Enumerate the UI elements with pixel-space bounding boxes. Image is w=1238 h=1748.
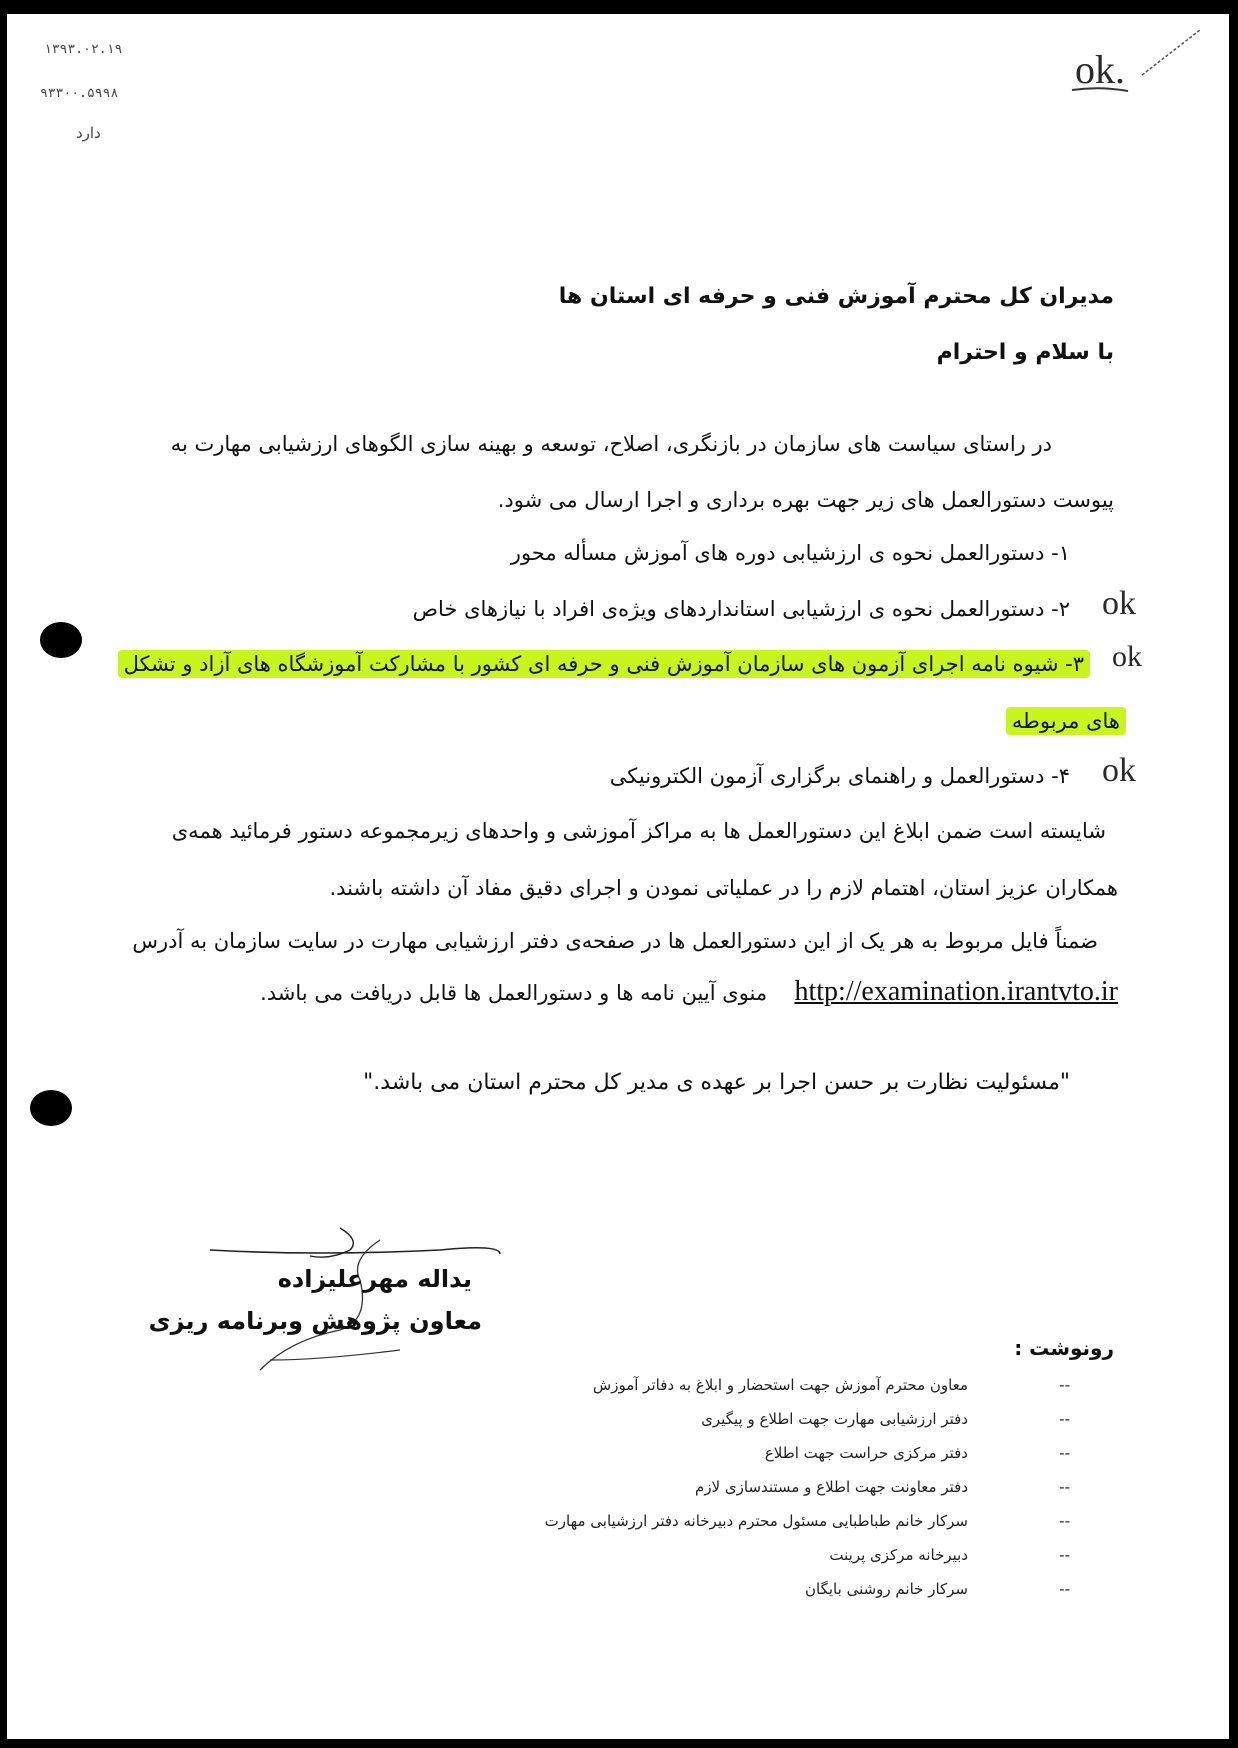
intro-line-2: پیوست دستورالعمل های زیر جهت بهره برداری و اجرا ارسال می شود. [497, 488, 1114, 512]
item-3-highlight: ۳- شیوه نامه اجرای آزمون های سازمان آموزش فنی و حرفه ای کشور با مشارکت آموزشگاه های آزاد و تشکل [118, 650, 1090, 678]
para3-line-1: ضمناً فایل مربوط به هر یک از این دستورالعمل ها در صفحه‌ی دفتر ارزشیابی مهارت در سایت سازمان به آدرس [132, 929, 1098, 953]
para2-line-1: شایسته است ضمن ابلاغ این دستورالعمل ها به مراکز آموزشی و واحدهای زیرمجموعه دستور فرمائید همه‌ی [171, 819, 1106, 843]
responsibility-quote: "مسئولیت نظارت بر حسن اجرا بر عهده ی مدیر کل محترم استان می باشد." [363, 1070, 1070, 1095]
cc-item: دبیرخانه مرکزی پرینت [829, 1546, 968, 1564]
intro-line-1: در راستای سیاست های سازمان در بازنگری، اصلاح، توسعه و بهینه سازی الگوهای ارزشیابی مهارت به [170, 432, 1052, 456]
punch-hole-top [40, 622, 82, 658]
cc-dash: -- [1059, 1376, 1070, 1394]
scan-edge-left [0, 0, 7, 1748]
item-2: ۲- دستورالعمل نحوه ی ارزشیابی استانداردهای ویژه‌ی افراد با نیازهای خاص [412, 597, 1070, 621]
handwritten-ok-item-3: ok [1112, 640, 1142, 673]
item-3 [118, 652, 1090, 676]
ok-underline [1070, 84, 1130, 94]
cc-dash: -- [1059, 1410, 1070, 1428]
pen-stroke-mark [1140, 20, 1210, 80]
cc-dash: -- [1059, 1512, 1070, 1530]
item-4: ۴- دستورالعمل و راهنمای برگزاری آزمون الکترونیکی [609, 764, 1070, 788]
cc-item: دفتر معاونت جهت اطلاع و مستندسازی لازم [695, 1478, 968, 1496]
handwritten-ok-item-2: ok [1102, 585, 1136, 622]
cc-dash: -- [1059, 1580, 1070, 1598]
para3-line-2-text: منوی آیین نامه ها و دستورالعمل ها قابل دریافت می باشد. [260, 981, 768, 1005]
item-3-continued [1006, 709, 1126, 733]
cc-dash: -- [1059, 1444, 1070, 1462]
signatory-name: یداله مهرعلیزاده [277, 1265, 472, 1293]
para2-line-2: همکاران عزیز استان، اهتمام لازم را در عملیاتی نمودن و اجرای دقیق مفاد آن داشته باشند. [329, 876, 1118, 900]
cc-dash: -- [1059, 1478, 1070, 1496]
cc-item: سرکار خانم روشنی بایگان [805, 1580, 968, 1598]
letter-number: ۹۳۳۰۰.۵۹۹۸ [40, 86, 119, 101]
attachment-label: دارد [76, 124, 101, 142]
addressee: مدیران کل محترم آموزش فنی و حرفه ای استان ها [558, 284, 1114, 309]
scan-edge-right [1229, 0, 1238, 1748]
punch-hole-bottom [30, 1090, 72, 1126]
scan-edge-top [0, 0, 1238, 14]
letter-date: ۱۳۹۳.۰۲.۱۹ [44, 42, 123, 57]
handwritten-signature [200, 1220, 520, 1380]
scan-edge-bottom [0, 1739, 1238, 1748]
signatory-title: معاون پژوهش وبرنامه ریزی [148, 1307, 482, 1335]
copies-label: رونوشت : [1014, 1336, 1114, 1360]
cc-item: سرکار خانم طباطبایی مسئول محترم دبیرخانه دفتر ارزشیابی مهارت [544, 1512, 968, 1530]
greeting: با سلام و احترام [936, 340, 1114, 365]
handwritten-ok-top: ok. [1075, 47, 1125, 92]
item-1: ۱- دستورالعمل نحوه ی ارزشیابی دوره های آموزش مسأله محور [510, 541, 1070, 565]
site-url-link[interactable]: http://examination.irantvto.ir [794, 976, 1118, 1007]
cc-item: دفتر مرکزی حراست جهت اطلاع [764, 1444, 968, 1462]
para3-line-2 [260, 976, 1118, 1008]
cc-item: دفتر ارزشیابی مهارت جهت اطلاع و پیگیری [701, 1410, 968, 1428]
cc-item: معاون محترم آموزش جهت استحضار و ابلاغ به دفاتر آموزش [592, 1376, 968, 1394]
item-3-continued-highlight: های مربوطه [1006, 707, 1126, 735]
handwritten-ok-item-4: ok [1102, 752, 1136, 789]
cc-dash: -- [1059, 1546, 1070, 1564]
